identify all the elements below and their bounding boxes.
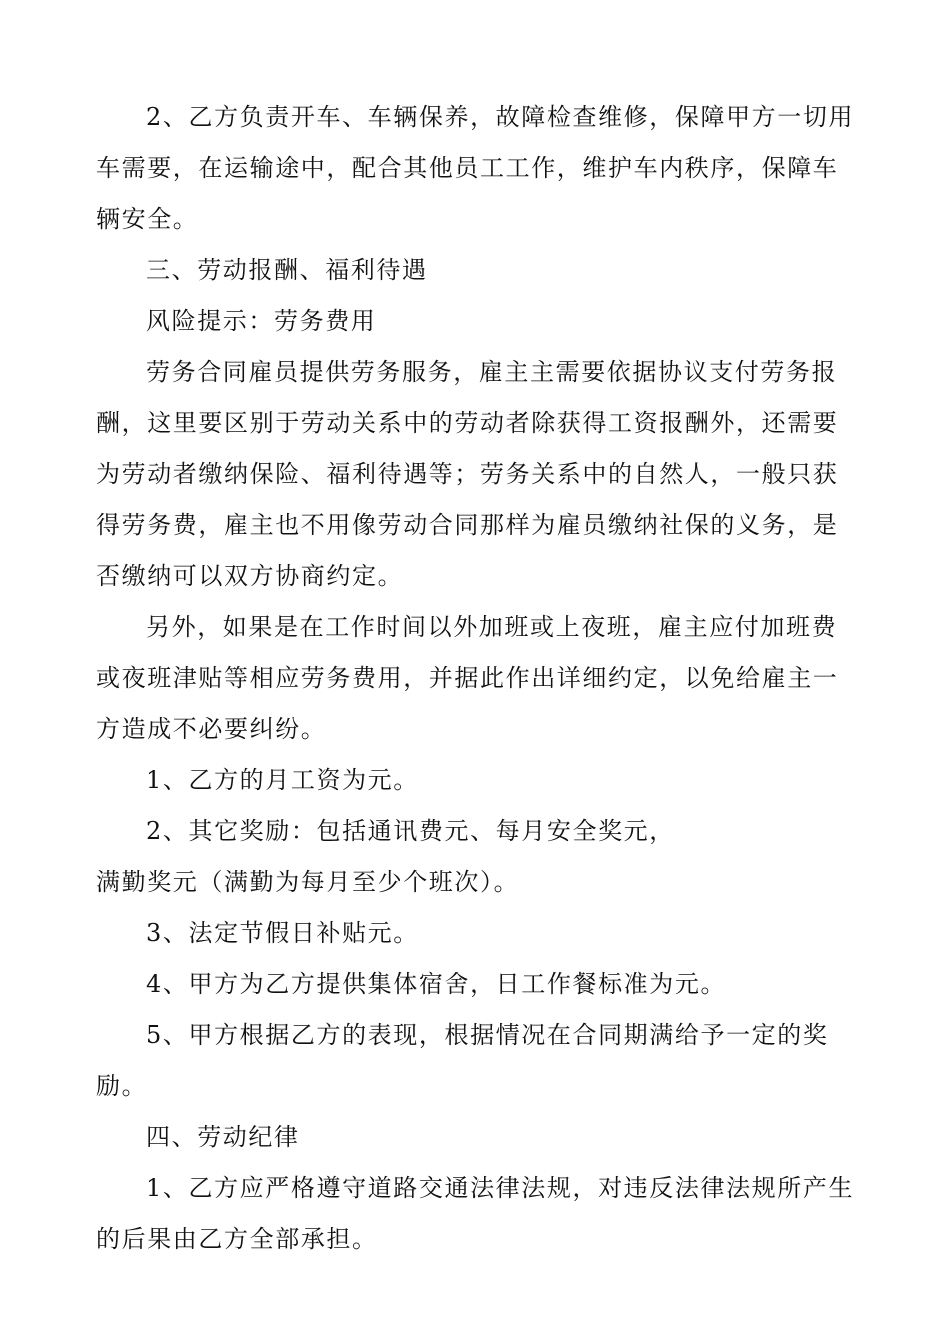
clause-dormitory-meals: 4、甲方为乙方提供集体宿舍，日工作餐标准为元。 (146, 970, 727, 998)
paragraph-labor-service-explanation: 劳务合同雇员提供劳务服务，雇主主需要依据协议支付劳务报酬，这里要区别于劳动关系中的劳动者除获得工资报酬外，还需要为劳动者缴纳保险、福利待遇等；劳务关系中的自然人，一般只获得劳务费，雇主也不用像劳动合同那样为雇员缴纳社保的义务，是否缴纳可以双方协商约定。 (96, 358, 839, 590)
section-heading-discipline: 四、劳动纪律 (146, 1123, 300, 1151)
clause-performance-reward: 5、甲方根据乙方的表现，根据情况在合同期满给予一定的奖励。 (96, 1021, 829, 1100)
paragraph-overtime: 另外，如果是在工作时间以外加班或上夜班，雇主应付加班费或夜班津贴等相应劳务费用，并据此作出详细约定，以免给雇主一方造成不必要纠纷。 (96, 613, 839, 743)
paragraph-driver-duties: 2、乙方负责开车、车辆保养，故障检查维修，保障甲方一切用车需要，在运输途中，配合其他员工工作，维护车内秩序，保障车辆安全。 (96, 103, 855, 233)
clause-attendance-bonus: 满勤奖元（满勤为每月至少个班次）。 (96, 868, 520, 896)
clause-traffic-laws: 1、乙方应严格遵守道路交通法律法规，对违反法律法规所产生的后果由乙方全部承担。 (96, 1174, 855, 1253)
document-body (96, 92, 856, 1265)
clause-monthly-salary: 1、乙方的月工资为元。 (146, 766, 419, 794)
clause-holiday-allowance: 3、法定节假日补贴元。 (146, 919, 419, 947)
risk-tip-heading: 风险提示：劳务费用 (146, 307, 377, 335)
section-heading-remuneration: 三、劳动报酬、福利待遇 (146, 256, 428, 284)
clause-other-rewards: 2、其它奖励：包括通讯费元、每月安全奖元， (146, 817, 675, 845)
